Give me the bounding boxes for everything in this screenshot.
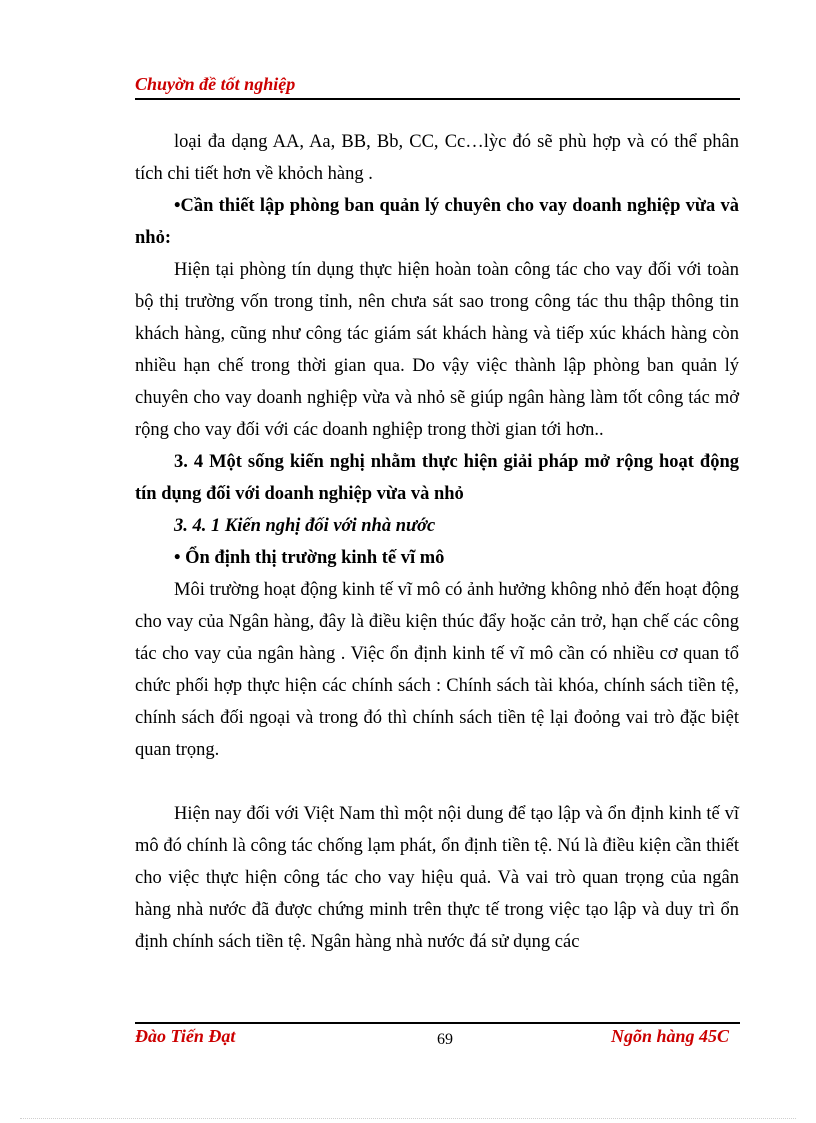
paragraph-macro-environment: Môi trường hoạt động kinh tế vĩ mô có ảnh hưởng không nhỏ đến hoạt động cho vay của Ngân hàng, đây là điều kiện thúc đẩy hoặc cản trở, hạn chế các công tác cho vay của ngân hàng . Việc ổn định kinh tế vĩ mô cần có nhiều cơ quan tổ chức phối hợp thực hiện các chính sách : Chính sách tài khóa, chính sách tiền tệ, chính sách đối ngoại và trong đó thì chính sách tiền tệ lại đoỏng vai trò đặc biệt quan trọng. [135, 580, 739, 760]
paragraph-credit-department: Hiện tại phòng tín dụng thực hiện hoàn toàn công tác cho vay đối với toàn bộ thị trường vốn trong tỉnh, nên chưa sát sao trong công tác thu thập thông tin khách hàng, cũng như công tác giám sát khách hàng và tiếp xúc khách hàng còn nhiều hạn chế trong thời gian qua. Do vậy việc thành lập phòng ban quản lý chuyên cho vay doanh nghiệp vừa và nhỏ sẽ giúp ngân hàng làm tốt công tác mở rộng cho vay đối với các doanh nghiệp trong thời gian tới hơn.. [135, 260, 739, 440]
document-body [135, 126, 739, 958]
paragraph-gap [135, 766, 739, 798]
page-edge-dotted-line [20, 1118, 796, 1119]
subsection-heading-state: 3. 4. 1 Kiến nghị đối với nhà nước [174, 516, 436, 536]
bullet-macro-stability: • Ổn định thị trường kinh tế vĩ mô [174, 548, 445, 568]
header-divider [135, 98, 740, 100]
bullet-sme-department: •Cần thiết lập phòng ban quản lý chuyên cho vay doanh nghiệp vừa và nhỏ: [135, 196, 739, 248]
footer-divider [135, 1022, 740, 1024]
footer-author: Đào Tiến Đạt [135, 1026, 236, 1046]
paragraph-inflation-control: Hiện nay đối với Việt Nam thì một nội dung để tạo lập và ổn định kinh tế vĩ mô đó chính là công tác chống lạm phát, ổn định tiền tệ. Nú là điều kiện cần thiết cho việc thực hiện công tác cho vay hiệu quả. Và vai trò quan trọng của ngân hàng nhà nước đã được chứng minh trên thực tế trong việc tạo lập và duy trì ổn định chính sách tiền tệ. Ngân hàng nhà nước đá sử dụng các [135, 804, 739, 952]
header-title: Chuyờn đề tốt nghiệp [135, 74, 296, 94]
page-number: 69 [437, 1031, 453, 1048]
section-heading-recommendations: 3. 4 Một sống kiến nghị nhằm thực hiện giải pháp mở rộng hoạt động tín dụng đối với doanh nghiệp vừa và nhỏ [135, 452, 739, 504]
paragraph-customer-classification: loại đa dạng AA, Aa, BB, Bb, CC, Cc…lỳc đó sẽ phù hợp và có thể phân tích chi tiết hơn về khỏch hàng . [135, 132, 739, 184]
footer-class-name: Ngõn hàng 45C [610, 1026, 729, 1046]
